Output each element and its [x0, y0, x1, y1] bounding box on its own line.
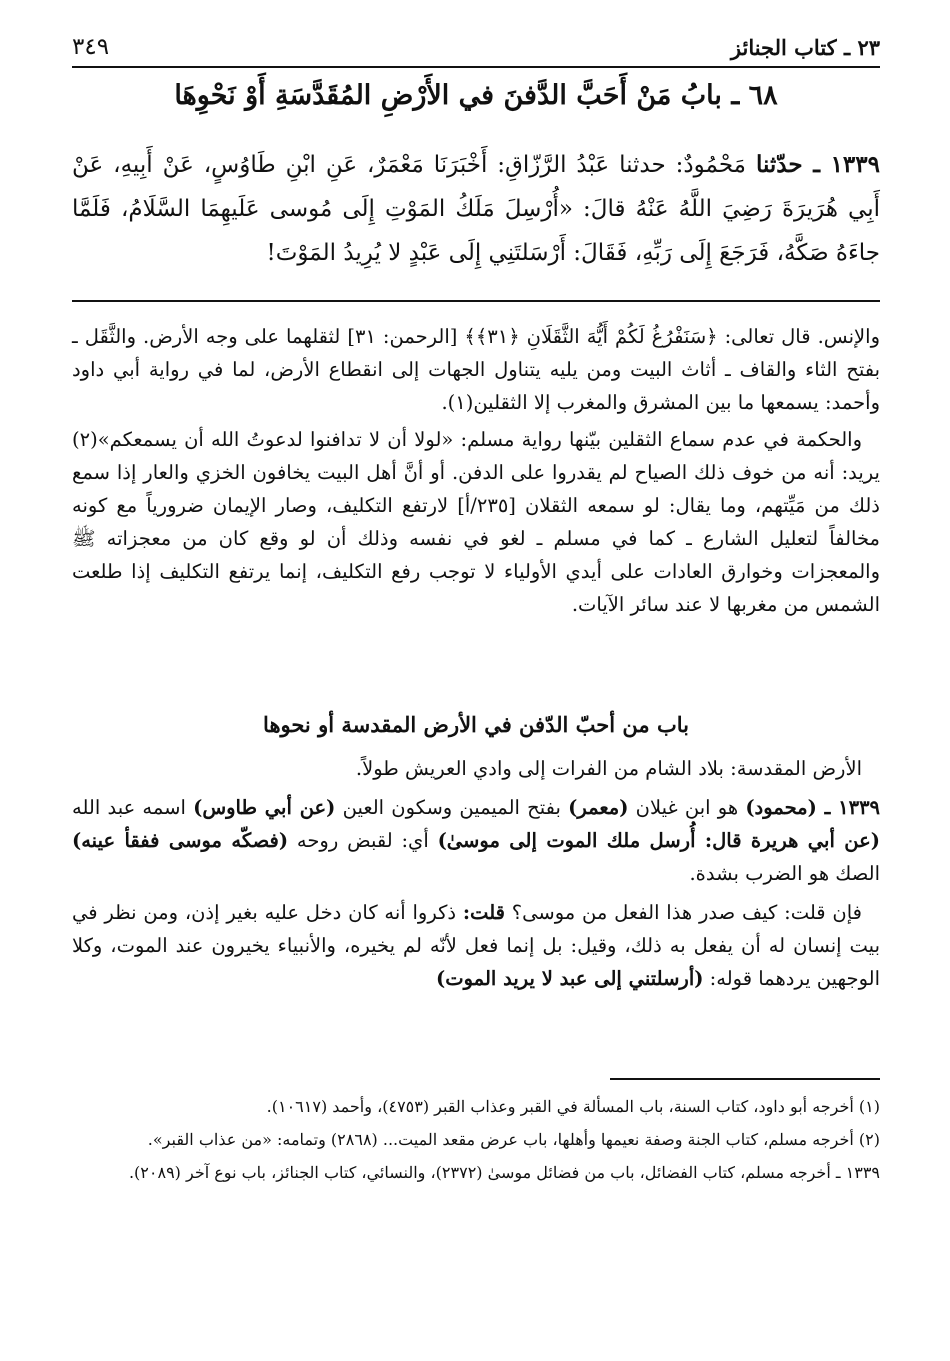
commentary-top: [72, 320, 880, 625]
text-run: فإن قلت: كيف صدر هذا الفعل من موسى؟: [504, 901, 862, 924]
bold-phrase: ١٣٣٩ ـ (محمود): [745, 796, 881, 819]
text-run: الصك هو الضرب بشدة.: [689, 862, 880, 885]
footnote: (١) أخرجه أبو داود، كتاب السنة، باب المسألة في القبر وعذاب القبر (٤٧٥٣)، وأحمد (١٠٦١٧).: [266, 1097, 880, 1116]
text-run: أي: لقبض روحه: [288, 829, 438, 852]
commentary-paragraph: والإنس. قال تعالى: ﴿سَنَفْرُغُ لَكُمْ أَيُّهَ الثَّقَلَانِ ﴿٣١﴾﴾ [الرحمن: ٣١] لثقلهما على وجه الأرض. والثَّقَل ـ بفتح الثاء والقاف ـ أثاث البيت ومن يليه يتناول الجهات إلى انقطاع الأرض، لما في رواية أبي داود وأحمد: يسمعها ما بين المشرق والمغرب إلا الثقلين(١).: [72, 325, 881, 414]
hadith-number: ١٣٣٩ ـ حدّثنا: [755, 151, 880, 178]
bold-phrase: (معمر): [568, 796, 629, 819]
footnote: ١٣٣٩ ـ أخرجه مسلم، كتاب الفضائل، باب من فضائل موسىٰ (٢٣٧٢)، والنسائي، كتاب الجنائز، باب نوع آخر (٢٠٨٩).: [128, 1163, 880, 1182]
bold-phrase: قلت:: [462, 901, 505, 924]
hadith-body: مَحْمُودٌ: حدثنا عَبْدُ الرَّزّاقِ: أَخْبَرَنَا مَعْمَرٌ، عَنِ ابْنِ طَاوُسٍ، عَنْ أَبِيهِ، عَنْ أَبِي هُرَيرَةَ رَضِيَ اللَّهُ عَنْهُ قالَ: «أُرْسِلَ مَلَكُ المَوْتِ إِلَى مُوسى عَلَيهِمَا السَّلَامُ، فَلَمَّا جاءَهُ صَكَّهُ، فَرَجَعَ إِلَى رَبِّهِ، فَقَالَ: أَرْسَلتَنِي إِلَى عَبْدٍ لا يُرِيدُ المَوْتَ!: [72, 152, 880, 266]
commentary-paragraph: الأرض المقدسة: بلاد الشام من الفرات إلى وادي العريش طولاً.: [355, 757, 862, 780]
page-header: [72, 30, 880, 64]
text-run: ذكروا أنه كان دخل عليه بغير إذن، ومن نظر في بيت إنسان له أن يفعل به ذلك، وقيل: بل إنما فعل لأنّه لم يخيره، والأنبياء يخيرون عند الموت، وكلا الوجهين يردهما قوله:: [72, 901, 880, 990]
footnote-rule: [610, 1078, 880, 1080]
commentary-paragraph: والحكمة في عدم سماع الثقلين بيّنها رواية مسلم: «لولا أن لا تدافنوا لدعوتُ الله أن يسمعكم»(٢) يريد: أنه من خوف ذلك الصياح لم يقدروا على الدفن. أو أنَّ أهل البيت يخافون الخزي والعار إذا سمع ذلك من مَيِّتهم، وما يقال: لو سمعه الثقلان [٢٣٥/أ] لارتفع التكليف، وصار الإيمان ضرورياً مع كونه مخالفاً لتعليل الشارع ـ كما في مسلم ـ لغو في نفسه وذلك أن لو وقع كان من معجزاته ﷺ والمعجزات وخوارق العادات على أيدي الأولياء لا توجب رفع التكليف، إنما يرتفع التكليف إذا طلعت الشمس من مغربها لا عند سائر الآيات.: [72, 428, 880, 616]
bab-title: ٦٨ ـ بابُ مَنْ أَحَبَّ الدَّفنَ في الأَرْضِ المُقَدَّسَةِ أَوْ نَحْوِهَا: [174, 80, 778, 111]
hadith-text: [72, 143, 880, 275]
bold-phrase: (أرسلتني إلى عبد لا يريد الموت): [436, 967, 704, 990]
commentary-bottom: [72, 752, 880, 1001]
text-run: هو ابن غيلان: [628, 796, 746, 819]
commentary-paragraph: [72, 896, 880, 995]
page-number: ٣٤٩: [72, 34, 110, 60]
commentary-subtitle: باب من أحبّ الدّفن في الأرض المقدسة أو نحوها: [263, 712, 689, 737]
text-run: اسمه عبد الله: [72, 796, 194, 819]
bold-phrase: (عن أبي هريرة قال: أُرسل ملك الموت إلى موسىٰ): [437, 829, 880, 852]
header-rule: [72, 66, 880, 68]
footnotes: [72, 1092, 880, 1191]
chapter-title: ٢٣ ـ كتاب الجنائز: [730, 34, 880, 60]
section-divider: [72, 300, 880, 302]
bold-phrase: (فصكّه موسى ففقأ عينه): [72, 829, 289, 852]
footnote: (٢) أخرجه مسلم، كتاب الجنة وصفة نعيمها وأهلها، باب عرض مقعد الميت... (٢٨٦٨) وتمامه: «من عذاب القبر».: [147, 1130, 880, 1149]
text-run: بفتح الميمين وسكون العين: [335, 796, 569, 819]
bold-phrase: (عن أبي طاوس): [193, 796, 336, 819]
commentary-paragraph: [72, 791, 880, 890]
